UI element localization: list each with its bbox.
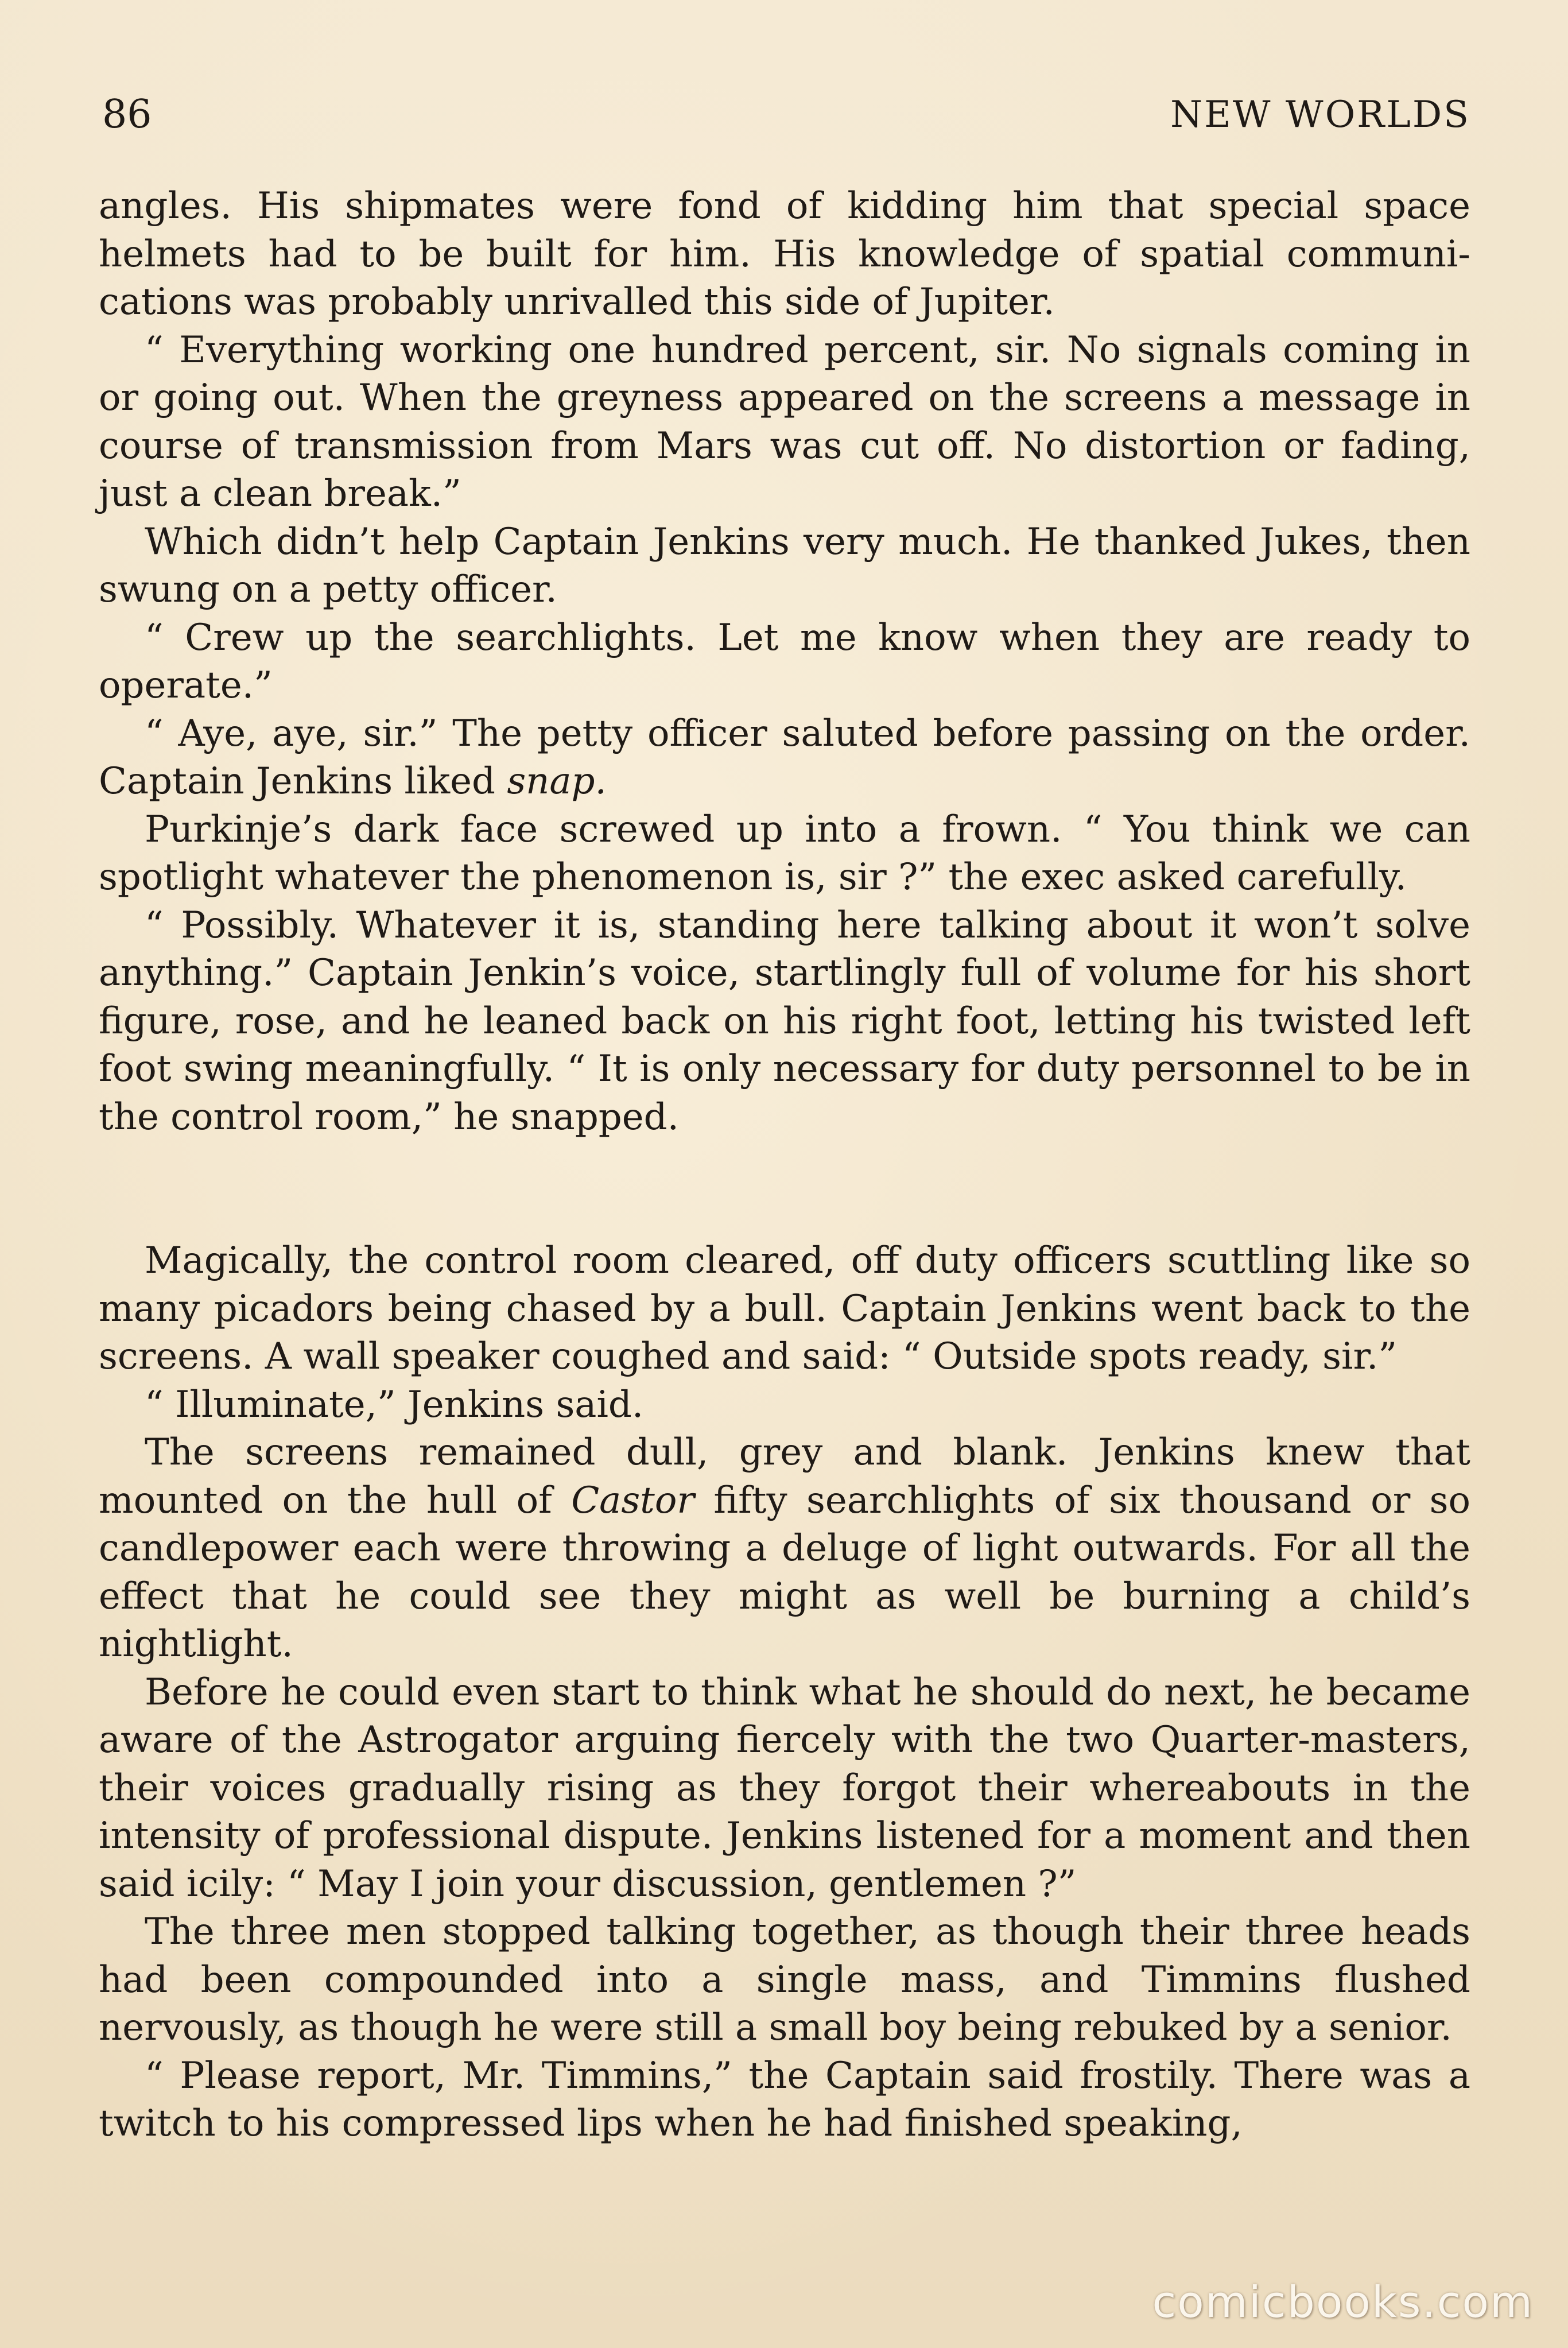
paragraph: “ Crew up the searchlights. Let me know when they are ready to operate.” <box>99 616 1470 707</box>
paragraph <box>99 710 1470 806</box>
ship-name: Castor <box>571 1479 695 1522</box>
paragraph: The three men stopped talking together, as though their three heads had been compounded into a single mass, and Timmins flushed nervously, as though he were still a small boy being rebuked by a senior. <box>99 1911 1470 2049</box>
paragraph: “ Possibly. Whatever it is, standing here talking about it won’t solve anything.” Captain Jenkin’s voice, startlingly full of volume for his short figure, rose, and he leaned back on his right foot, letting his twisted left foot swing meaningfully. “ It is only necessary for duty personnel to be in the control room,” he snapped. <box>99 904 1470 1138</box>
paragraph: Magically, the control room cleared, off duty officers scuttling like so many picadors being chased by a bull. Captain Jenkins went back to the screens. A wall speaker coughed and said: “ Outside spots ready, sir.” <box>99 1239 1470 1378</box>
paragraph <box>99 1429 1470 1669</box>
paragraph: Before he could even start to think what he should do next, he became aware of the Astrogator arguing fiercely with the two Quarter-masters, their voices gradually rising as they forgot their whereabouts in the intensity of professional dispute. Jenkins listened for a moment and then said icily: “ May I join your discussion, gentlemen ?” <box>99 1671 1470 1905</box>
paragraph-text: fifty searchlights of six thousand or so candlepower each were throwing a deluge of light outwards. For all the effect that he could see they might as well be burning a child’s nightlight. <box>99 1479 1471 1665</box>
page-number: 86 <box>102 92 152 137</box>
paragraph: “ Everything working one hundred percent, sir. No signals coming in or going out. When the greyness appeared on the screens a message in course of transmission from Mars was cut off. No distortion or fading, just a clean break.” <box>99 328 1470 515</box>
paragraph-text: The screens remained dull, grey and blank. Jenkins knew that mounted on the hull of <box>99 1431 1470 1522</box>
italic-word: snap. <box>507 760 607 803</box>
paragraph: Which didn’t help Captain Jenkins very much. He thanked Jukes, then swung on a petty officer. <box>99 520 1470 611</box>
watermark: comicbooks.com <box>1152 2276 1534 2327</box>
running-head-title: NEW WORLDS <box>1170 94 1470 136</box>
story-text <box>99 183 1470 2148</box>
paragraph: Purkinje’s dark face screwed up into a frown. “ You think we can spotlight whatever the phenomenon is, sir ?” the exec asked carefully. <box>99 808 1470 898</box>
page-header <box>102 86 1470 149</box>
paragraph: angles. His shipmates were fond of kidding him that special space helmets had to be built for him. His knowledge of spatial communi-cations was probably unrivalled this side of Jupiter. <box>99 185 1470 323</box>
paragraph: “ Illuminate,” Jenkins said. <box>145 1383 644 1426</box>
paragraph: “ Please report, Mr. Timmins,” the Captain said frostily. There was a twitch to his compressed lips when he had finished speaking, <box>99 2054 1470 2145</box>
paragraph-text: “ Aye, aye, sir.” The petty officer saluted before passing on the order. Captain Jenkins liked <box>99 712 1470 803</box>
